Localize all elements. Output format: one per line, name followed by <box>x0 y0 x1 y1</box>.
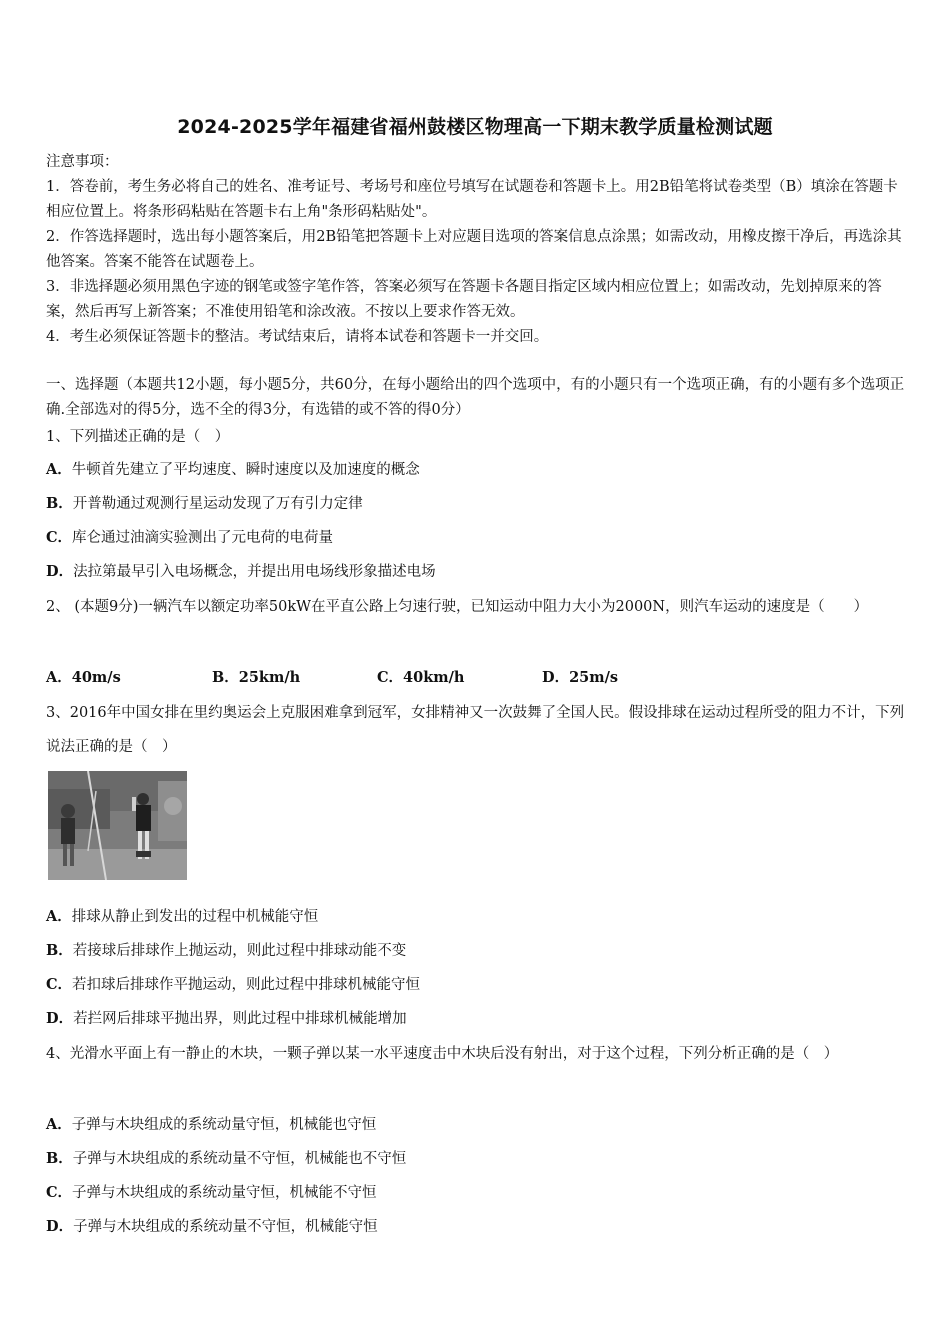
question-2-stem: 2、 (本题9分)一辆汽车以额定功率50kW在平直公路上匀速行驶，已知运动中阻力大小为2000N，则汽车运动的速度是（ ） <box>46 599 869 615</box>
question-1-option-a <box>46 460 420 480</box>
option-letter: B． <box>46 1150 73 1167</box>
option-text: 若拦网后排球平抛出界，则此过程中排球机械能增加 <box>73 1011 407 1027</box>
option-letter: B． <box>46 942 73 959</box>
option-letter: A． <box>46 908 72 925</box>
option-letter: A． <box>46 461 72 478</box>
page-title: 2024-2025学年福建省福州鼓楼区物理高一下期末教学质量检测试题 <box>177 116 773 138</box>
option-text: 子弹与木块组成的系统动量守恒，机械能不守恒 <box>72 1185 377 1201</box>
option-text: 牛顿首先建立了平均速度、瞬时速度以及加速度的概念 <box>71 462 420 478</box>
question-4-stem: 4、光滑水平面上有一静止的木块，一颗子弹以某一水平速度击中木块后没有射出，对于这个过程，下列分析正确的是（ ） <box>46 1046 839 1062</box>
question-1-option-b <box>46 494 363 514</box>
option-letter: C． <box>46 529 73 546</box>
notice-heading: 注意事项： <box>46 154 119 170</box>
option-letter: D． <box>46 563 74 580</box>
option-letter: C． <box>46 976 73 993</box>
question-2-option-c: C．40km/h <box>377 669 465 686</box>
option-text: 法拉第最早引入电场概念，并提出用电场线形象描述电场 <box>73 564 436 580</box>
option-letter: A． <box>46 1116 72 1133</box>
question-3-option-c <box>46 975 420 995</box>
question-3-stem: 3、2016年中国女排在里约奥运会上克服困难拿到冠军，女排精神又一次鼓舞了全国人民。假设排球在运动过程所受的阻力不计，下列说法正确的是（ ） <box>46 705 905 755</box>
question-1-option-c <box>46 528 333 548</box>
option-letter: D． <box>46 1010 74 1027</box>
option-text: 若接球后排球作上抛运动，则此过程中排球动能不变 <box>72 943 407 959</box>
question-4-option-b <box>46 1149 406 1169</box>
question-4-option-d <box>46 1217 378 1237</box>
option-text: 子弹与木块组成的系统动量不守恒，机械能也不守恒 <box>72 1151 407 1167</box>
notice-item: 4．考生必须保证答题卡的整洁。考试结束后，请将本试卷和答题卡一并交回。 <box>46 329 549 345</box>
notice-item: 1．答卷前，考生务必将自己的姓名、准考证号、考场号和座位号填写在试题卷和答题卡上。用2B铅笔将试卷类型（B）填涂在答题卡相应位置上。将条形码粘贴在答题卡右上角"条形码粘贴处"。 <box>46 179 898 220</box>
question-4-option-c <box>46 1183 377 1203</box>
question-2-option-a: A．40m/s <box>46 669 121 686</box>
volleyball-photo <box>48 771 187 880</box>
section-instructions: 一、选择题（本题共12小题，每小题5分，共60分，在每小题给出的四个选项中，有的小题只有一个选项正确，有的小题有多个选项正确.全部选对的得5分，选不全的得3分，有选错的或不答的得0分） <box>46 377 905 418</box>
question-2-option-b: B．25km/h <box>212 669 301 686</box>
question-2-option-d: D．25m/s <box>542 669 619 686</box>
option-text: 若扣球后排球作平抛运动，则此过程中排球机械能守恒 <box>72 977 421 993</box>
question-1-option-d <box>46 562 436 582</box>
option-letter: D． <box>46 1218 74 1235</box>
option-letter: C． <box>46 1184 73 1201</box>
notice-item: 2．作答选择题时，选出每小题答案后，用2B铅笔把答题卡上对应题目选项的答案信息点涂黑；如需改动，用橡皮擦干净后，再选涂其他答案。答案不能答在试题卷上。 <box>46 229 902 270</box>
question-3-option-b <box>46 941 406 961</box>
option-text: 库仑通过油滴实验测出了元电荷的电荷量 <box>72 530 334 546</box>
question-4-option-a <box>46 1115 376 1135</box>
option-text: 子弹与木块组成的系统动量守恒，机械能也守恒 <box>71 1117 377 1133</box>
option-text: 子弹与木块组成的系统动量不守恒，机械能守恒 <box>73 1219 378 1235</box>
option-letter: B． <box>46 495 73 512</box>
notice-list <box>46 175 908 350</box>
question-1-stem: 1、下列描述正确的是（ ） <box>46 429 230 445</box>
question-3-option-a <box>46 907 318 927</box>
notice-item: 3．非选择题必须用黑色字迹的钢笔或签字笔作答，答案必须写在答题卡各题目指定区域内相应位置上；如需改动，先划掉原来的答案，然后再写上新答案；不准使用铅笔和涂改液。不按以上要求作答无效。 <box>46 279 882 320</box>
volleyball-image <box>48 771 187 880</box>
option-text: 开普勒通过观测行星运动发现了万有引力定律 <box>72 496 363 512</box>
option-text: 排球从静止到发出的过程中机械能守恒 <box>71 909 319 925</box>
question-3-option-d <box>46 1009 407 1029</box>
